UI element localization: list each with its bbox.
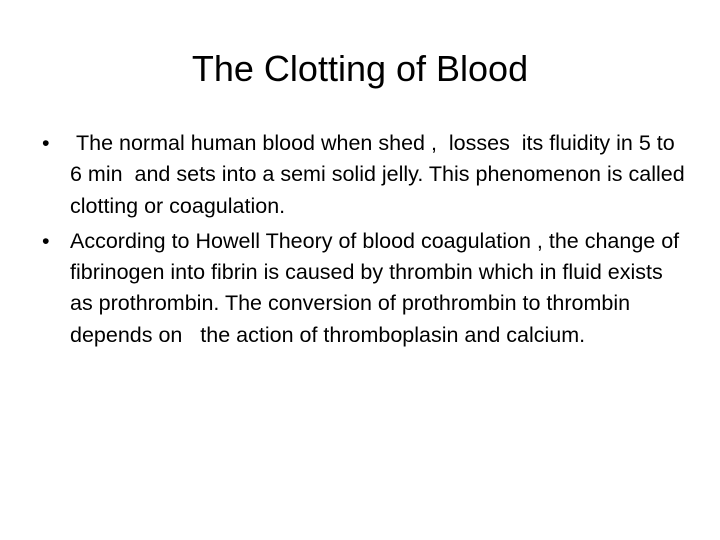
bullet-text: The normal human blood when shed , losses its fluidity in 5 to 6 min and sets into a semi solid jelly. This phenomenon is called clotting or coagulation. [70, 131, 691, 218]
bullet-list [40, 128, 690, 355]
bullet-icon: • [42, 228, 50, 253]
bullet-item-clotting-definition [40, 128, 690, 222]
bullet-text: According to Howell Theory of blood coagulation , the change of fibrinogen into fibrin is caused by thrombin which in fluid exists as prothrombin. The conversion of prothrombin to thrombin depends on the action of thromboplasin and calcium. [70, 228, 686, 347]
bullet-icon: • [42, 131, 50, 155]
slide-title: The Clotting of Blood [191, 48, 529, 89]
bullet-item-howell-theory [40, 226, 690, 351]
